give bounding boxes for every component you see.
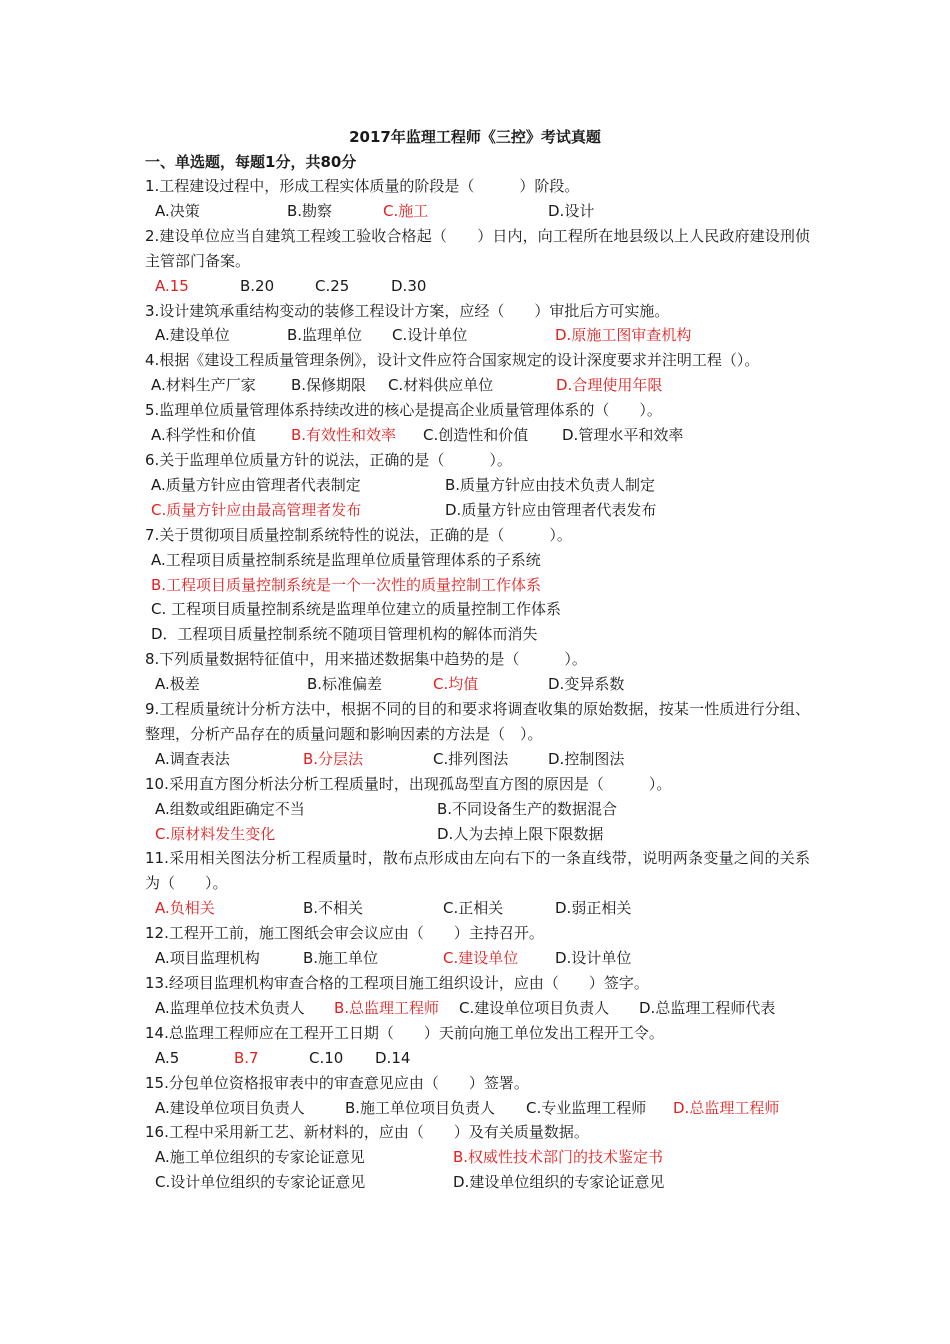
option-row (145, 498, 810, 523)
answer-option: B.权威性技术部门的技术鉴定书 (453, 1148, 664, 1167)
question-stem: 12.工程开工前，施工图纸会审会议应由（ ）主持召开。 (145, 924, 544, 943)
option: B.不同设备生产的数据混合 (437, 799, 618, 818)
question-stem: 6.关于监理单位质量方针的说法，正确的是（ ）。 (145, 450, 512, 469)
option-row (145, 672, 810, 697)
question-stem: 14.总监理工程师应在工程开工日期（ ）天前向施工单位发出工程开工令。 (145, 1023, 664, 1042)
option: B.20 (240, 276, 275, 295)
option: A.调查表法 (155, 749, 230, 768)
question-stem: 1.工程建设过程中，形成工程实体质量的阶段是（ ）阶段。 (145, 177, 580, 195)
option-row (145, 423, 810, 448)
question-list (145, 174, 810, 1195)
option: B.勘察 (287, 201, 333, 220)
answer-option: C.质量方针应由最高管理者发布 (151, 500, 362, 519)
question-stem: 2.建设单位应当自建筑工程竣工验收合格起（ ）日内，向工程所在地县级以上人民政府建设刑侦主管部门备案。 (145, 226, 810, 270)
option: D.控制图法 (548, 749, 625, 768)
option: B.施工单位 (303, 949, 379, 968)
option: C.建设单位项目负责人 (459, 998, 610, 1017)
option: B.保修期限 (291, 376, 367, 395)
option: A.极差 (155, 675, 200, 694)
answer-option: D.总监理工程师 (673, 1098, 780, 1117)
answer-option: B.总监理工程师 (334, 998, 440, 1017)
option: C.正相关 (443, 899, 504, 918)
option-row (145, 1170, 810, 1195)
option-row (145, 822, 810, 847)
answer-option: B.有效性和效率 (291, 426, 397, 445)
option-row (145, 896, 810, 921)
option: A.施工单位组织的专家论证意见 (155, 1148, 365, 1167)
answer-option: C.均值 (433, 675, 479, 694)
question-item (145, 1120, 810, 1195)
question-item (145, 647, 810, 697)
option-row (145, 747, 810, 772)
option: A.5 (155, 1048, 180, 1067)
question-stem: 3.设计建筑承重结构变动的装修工程设计方案，应经（ ）审批后方可实施。 (145, 301, 670, 320)
option: D.变异系数 (548, 675, 625, 694)
question-item (145, 174, 810, 224)
option: C. 工程项目质量控制系统是监理单位建立的质量控制工作体系 (151, 600, 562, 619)
option: A.建设单位项目负责人 (155, 1098, 305, 1117)
answer-option: B.工程项目质量控制系统是一个一次性的质量控制工作体系 (151, 575, 542, 594)
option: D.质量方针应由管理者代表发布 (445, 500, 657, 519)
question-stem: 11.采用相关图法分析工程质量时，散布点形成由左向右下的一条直线带，说明两条变量之间的关系为（ ）。 (145, 849, 810, 893)
question-stem: 15.分包单位资格报审表中的审查意见应由（ ）签署。 (145, 1073, 529, 1092)
option-row (145, 1145, 810, 1170)
option: A.建设单位 (155, 326, 230, 345)
option: D.设计单位 (555, 949, 632, 968)
option-row (145, 797, 810, 822)
option: A.科学性和价值 (151, 426, 256, 445)
question-item (145, 1071, 810, 1121)
question-item (145, 697, 810, 772)
option: D.人为去掉上限下限数据 (437, 824, 604, 843)
question-stem: 5.监理单位质量管理体系持续改进的核心是提高企业质量管理体系的（ ）。 (145, 401, 662, 420)
option: C.设计单位组织的专家论证意见 (155, 1173, 366, 1192)
option: D.建设单位组织的专家论证意见 (453, 1173, 665, 1192)
question-item (145, 971, 810, 1021)
option-row (145, 323, 810, 348)
question-item (145, 448, 810, 523)
answer-option: A.15 (155, 276, 189, 295)
option: D.总监理工程师代表 (639, 998, 776, 1017)
option: C.排列图法 (433, 749, 509, 768)
option-row (145, 996, 810, 1021)
question-stem: 4.根据《建设工程质量管理条例》，设计文件应符合国家规定的设计深度要求并注明工程（）。 (145, 351, 760, 370)
question-stem: 10.采用直方图分析法分析工程质量时，出现孤岛型直方图的原因是（ ）。 (145, 774, 672, 793)
option-row (145, 473, 810, 498)
option: A.工程项目质量控制系统是监理单位质量管理体系的子系统 (151, 550, 541, 569)
option: B.标准偏差 (307, 675, 383, 694)
question-item (145, 921, 810, 971)
option-row (145, 573, 810, 598)
option: A.材料生产厂家 (151, 376, 256, 395)
question-item (145, 299, 810, 349)
option: D．工程项目质量控制系统不随项目管理机构的解体而消失 (151, 625, 538, 644)
question-stem: 13.经项目监理机构审查合格的工程项目施工组织设计，应由（ ）签字。 (145, 974, 649, 992)
document-title: 2017年监理工程师《三控》考试真题 (349, 128, 601, 146)
option: D.30 (391, 276, 427, 295)
option-row (145, 548, 810, 573)
option: B.监理单位 (287, 326, 363, 345)
option: A.决策 (155, 201, 200, 220)
option: A.组数或组距确定不当 (155, 799, 305, 818)
option: C.设计单位 (392, 326, 468, 345)
question-item (145, 846, 810, 921)
question-item (145, 772, 810, 847)
option: C.25 (315, 276, 350, 295)
option: A.质量方针应由管理者代表制定 (151, 475, 361, 494)
option-row (145, 622, 810, 647)
option: A.项目监理机构 (155, 949, 260, 968)
option: C.创造性和价值 (423, 426, 529, 445)
answer-option: D.合理使用年限 (556, 376, 663, 395)
question-stem: 7.关于贯彻项目质量控制系统特性的说法，正确的是（ ）。 (145, 525, 572, 544)
option: B.质量方针应由技术负责人制定 (445, 475, 656, 494)
answer-option: B.7 (234, 1048, 259, 1067)
answer-option: A.负相关 (155, 899, 215, 918)
question-stem: 8.下列质量数据特征值中，用来描述数据集中趋势的是（ ）。 (145, 650, 587, 669)
option-row (145, 1046, 810, 1071)
question-item (145, 398, 810, 448)
option: C.专业监理工程师 (526, 1098, 647, 1117)
answer-option: D.原施工图审查机构 (555, 326, 692, 345)
option: A.监理单位技术负责人 (155, 998, 305, 1017)
option: D.设计 (548, 201, 595, 220)
option: D.弱正相关 (555, 899, 632, 918)
option-row (145, 274, 810, 299)
option-row (145, 199, 810, 224)
option-row (145, 1096, 810, 1121)
option: B.不相关 (303, 899, 364, 918)
question-item (145, 348, 810, 398)
option-row (145, 597, 810, 622)
option: D.管理水平和效率 (562, 426, 684, 445)
answer-option: C.建设单位 (443, 949, 519, 968)
answer-option: C.原材料发生变化 (155, 824, 276, 843)
question-stem: 9.工程质量统计分析方法中，根据不同的目的和要求将调查收集的原始数据，按某一性质进行分组、整理，分析产品存在的质量问题和影响因素的方法是（ ）。 (145, 700, 810, 743)
question-item (145, 1021, 810, 1071)
option: D.14 (375, 1048, 411, 1067)
answer-option: C.施工 (383, 201, 429, 220)
option: C.材料供应单位 (388, 376, 494, 395)
option: B.施工单位项目负责人 (345, 1098, 496, 1117)
question-item (145, 224, 810, 299)
section-heading: 一、单选题，每题1分，共80分 (145, 153, 357, 171)
question-item (145, 523, 810, 648)
option-row (145, 946, 810, 971)
question-stem: 16.工程中采用新工艺、新材料的，应由（ ）及有关质量数据。 (145, 1123, 589, 1142)
option-row (145, 373, 810, 398)
option: C.10 (309, 1048, 344, 1067)
answer-option: B.分层法 (303, 749, 364, 768)
